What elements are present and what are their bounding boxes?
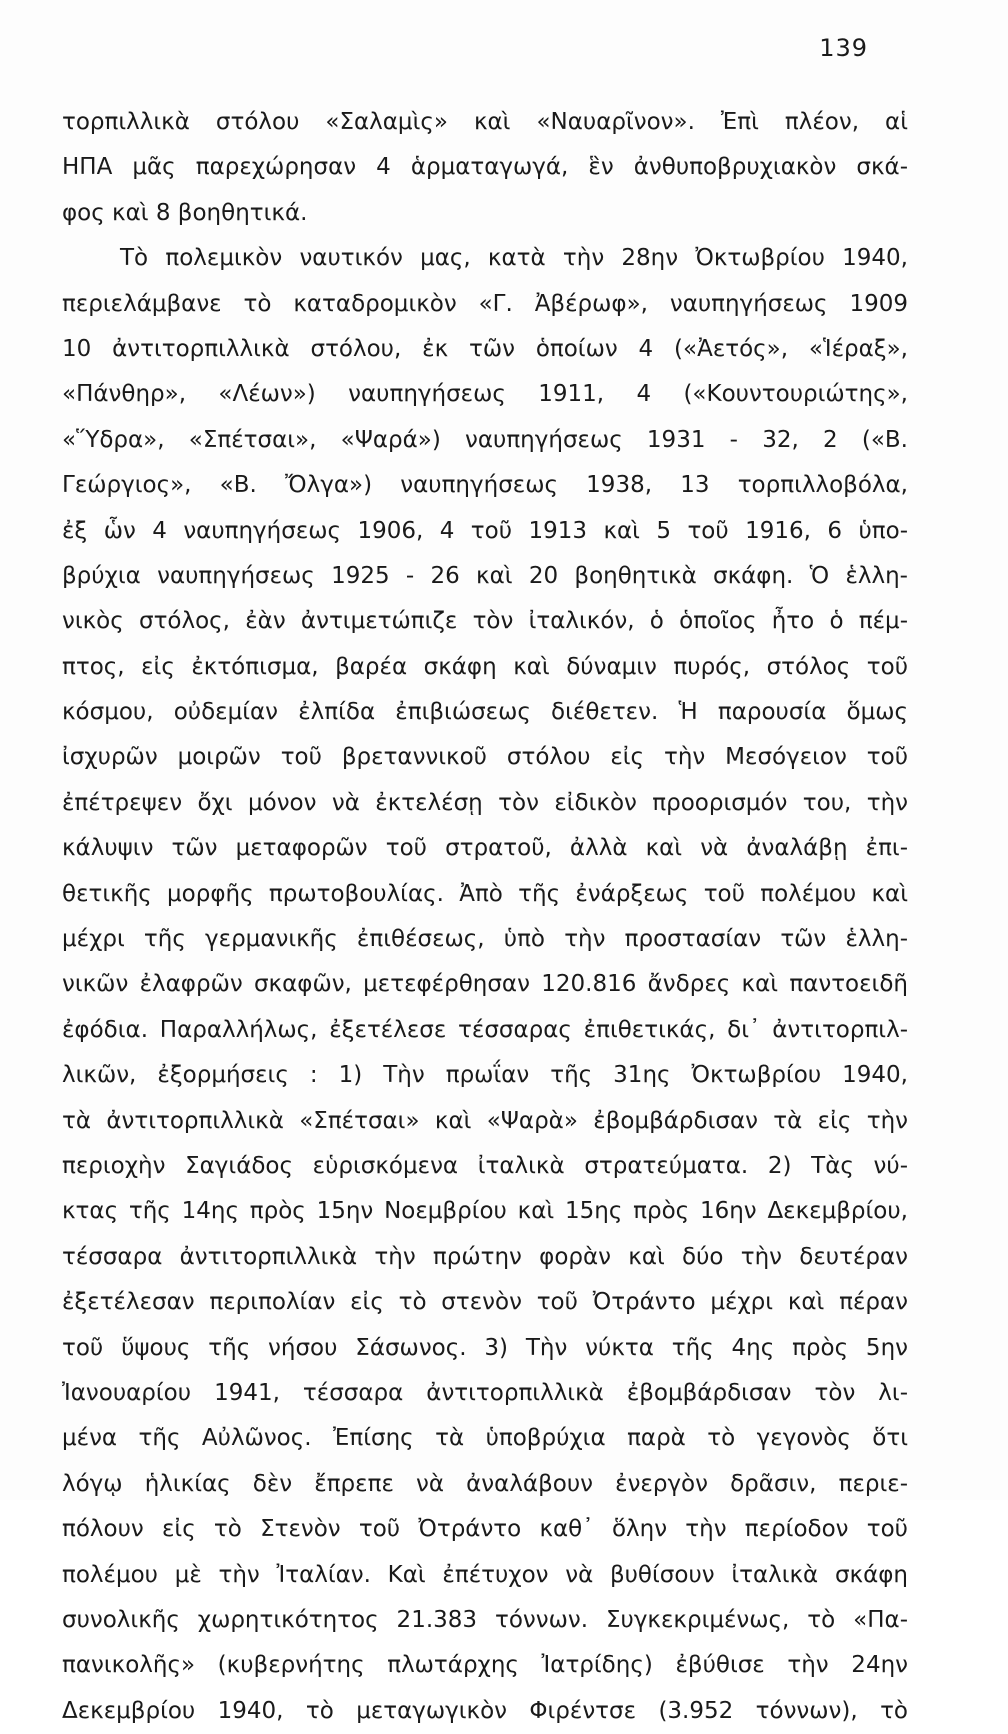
- text-line: πτος, εἰς ἐκτόπισμα, βαρέα σκάφη καὶ δύναμιν πυρός, στόλος τοῦ: [62, 653, 908, 680]
- text-line: βρύχια ναυπηγήσεως 1925 - 26 καὶ 20 βοηθητικὰ σκάφη. Ὁ ἑλλη-: [62, 562, 908, 589]
- text-line: 10 ἀντιτορπιλλικὰ στόλου, ἐκ τῶν ὁποίων 4 («Ἀετός», «Ἱέραξ»,: [62, 335, 908, 362]
- text-line: μένα τῆς Αὐλῶνος. Ἐπίσης τὰ ὑποβρύχια παρὰ τὸ γεγονὸς ὅτι: [62, 1425, 908, 1452]
- text-line: Γεώργιος», «Β. Ὄλγα») ναυπηγήσεως 1938, 13 τορπιλλοβόλα,: [62, 472, 908, 499]
- text-line: τέσσαρα ἀντιτορπιλλικὰ τὴν πρώτην φορὰν καὶ δύο τὴν δευτέραν: [62, 1243, 908, 1270]
- text-line: Δεκεμβρίου 1940, τὸ μεταγωγικὸν Φιρέντσε (3.952 τόννων), τὸ: [62, 1697, 908, 1724]
- text-line: Ἰανουαρίου 1941, τέσσαρα ἀντιτορπιλλικὰ ἐβομβάρδισαν τὸν λι-: [62, 1379, 908, 1406]
- text-line: ἰσχυρῶν μοιρῶν τοῦ βρεταννικοῦ στόλου εἰς τὴν Μεσόγειον τοῦ: [62, 744, 908, 771]
- text-line: «Πάνθηρ», «Λέων») ναυπηγήσεως 1911, 4 («Κουντουριώτης»,: [62, 381, 908, 408]
- text-line: νικὸς στόλος, ἐὰν ἀντιμετώπιζε τὸν ἰταλικόν, ὁ ὁποῖος ἦτο ὁ πέμ-: [62, 608, 908, 635]
- text-line: κτας τῆς 14ης πρὸς 15ην Νοεμβρίου καὶ 15ης πρὸς 16ην Δεκεμβρίου,: [62, 1198, 908, 1225]
- text-line: περιοχὴν Σαγιάδος εὑρισκόμενα ἰταλικὰ στρατεύματα. 2) Τὰς νύ-: [62, 1152, 908, 1179]
- text-line: πολέμου μὲ τὴν Ἰταλίαν. Καὶ ἐπέτυχον νὰ βυθίσουν ἰταλικὰ σκάφη: [62, 1561, 908, 1588]
- text-line: τὰ ἀντιτορπιλλικὰ «Σπέτσαι» καὶ «Ψαρὰ» ἐβομβάρδισαν τὰ εἰς τὴν: [62, 1107, 908, 1134]
- text-line: ἐξετέλεσαν περιπολίαν εἰς τὸ στενὸν τοῦ Ὀτράντο μέχρι καὶ πέραν: [62, 1289, 908, 1316]
- text-line: Τὸ πολεμικὸν ναυτικόν μας, κατὰ τὴν 28ην Ὀκτωβρίου 1940,: [120, 245, 908, 272]
- text-line: τορπιλλικὰ στόλου «Σαλαμὶς» καὶ «Ναυαρῖνον». Ἐπὶ πλέον, αἱ: [62, 109, 908, 135]
- text-line: φος καὶ 8 βοηθητικά.: [62, 199, 308, 226]
- text-line: νικῶν ἐλαφρῶν σκαφῶν, μετεφέρθησαν 120.816 ἄνδρες καὶ παντοειδῆ: [62, 971, 908, 998]
- page-number: 139: [819, 34, 868, 62]
- text-line: λόγῳ ἡλικίας δὲν ἔπρεπε νὰ ἀναλάβουν ἐνεργὸν δρᾶσιν, περιε-: [62, 1470, 908, 1497]
- text-line: τοῦ ὕψους τῆς νήσου Σάσωνος. 3) Τὴν νύκτα τῆς 4ης πρὸς 5ην: [62, 1334, 908, 1361]
- text-line: πόλουν εἰς τὸ Στενὸν τοῦ Ὀτράντο καθ᾽ ὅλην τὴν περίοδον τοῦ: [62, 1516, 908, 1543]
- text-line: συνολικῆς χωρητικότητος 21.383 τόννων. Συγκεκριμένως, τὸ «Πα-: [62, 1606, 908, 1633]
- text-line: μέχρι τῆς γερμανικῆς ἐπιθέσεως, ὑπὸ τὴν προστασίαν τῶν ἑλλη-: [62, 926, 908, 953]
- text-line: πανικολῆς» (κυβερνήτης πλωτάρχης Ἰατρίδης) ἐβύθισε τὴν 24ην: [62, 1652, 908, 1679]
- text-line: κάλυψιν τῶν μεταφορῶν τοῦ στρατοῦ, ἀλλὰ καὶ νὰ ἀναλάβῃ ἐπι-: [62, 835, 908, 862]
- text-line: ἐξ ὧν 4 ναυπηγήσεως 1906, 4 τοῦ 1913 καὶ 5 τοῦ 1916, 6 ὑπο-: [62, 517, 908, 544]
- text-line: περιελάμβανε τὸ καταδρομικὸν «Γ. Ἀβέρωφ», ναυπηγήσεως 1909: [62, 290, 908, 317]
- text-line: θετικῆς μορφῆς πρωτοβουλίας. Ἀπὸ τῆς ἐνάρξεως τοῦ πολέμου καὶ: [62, 880, 908, 907]
- text-line: ἐφόδια. Παραλλήλως, ἐξετέλεσε τέσσαρας ἐπιθετικάς, δι᾽ ἀντιτορπιλ-: [62, 1016, 908, 1043]
- body-text: [62, 100, 908, 1734]
- text-line: «Ὕδρα», «Σπέτσαι», «Ψαρά») ναυπηγήσεως 1931 - 32, 2 («Β.: [62, 426, 908, 453]
- text-line: κόσμου, οὐδεμίαν ἐλπίδα ἐπιβιώσεως διέθετεν. Ἡ παρουσία ὅμως: [62, 699, 908, 726]
- text-line: ἐπέτρεψεν ὄχι μόνον νὰ ἐκτελέσῃ τὸν εἰδικὸν προορισμόν του, τὴν: [62, 789, 908, 816]
- text-line: ΗΠΑ μᾶς παρεχώρησαν 4 ἁρματαγωγά, ἓν ἀνθυποβρυχιακὸν σκά-: [62, 154, 908, 181]
- text-line: λικῶν, ἐξορμήσεις : 1) Τὴν πρωΐαν τῆς 31ης Ὀκτωβρίου 1940,: [62, 1062, 908, 1089]
